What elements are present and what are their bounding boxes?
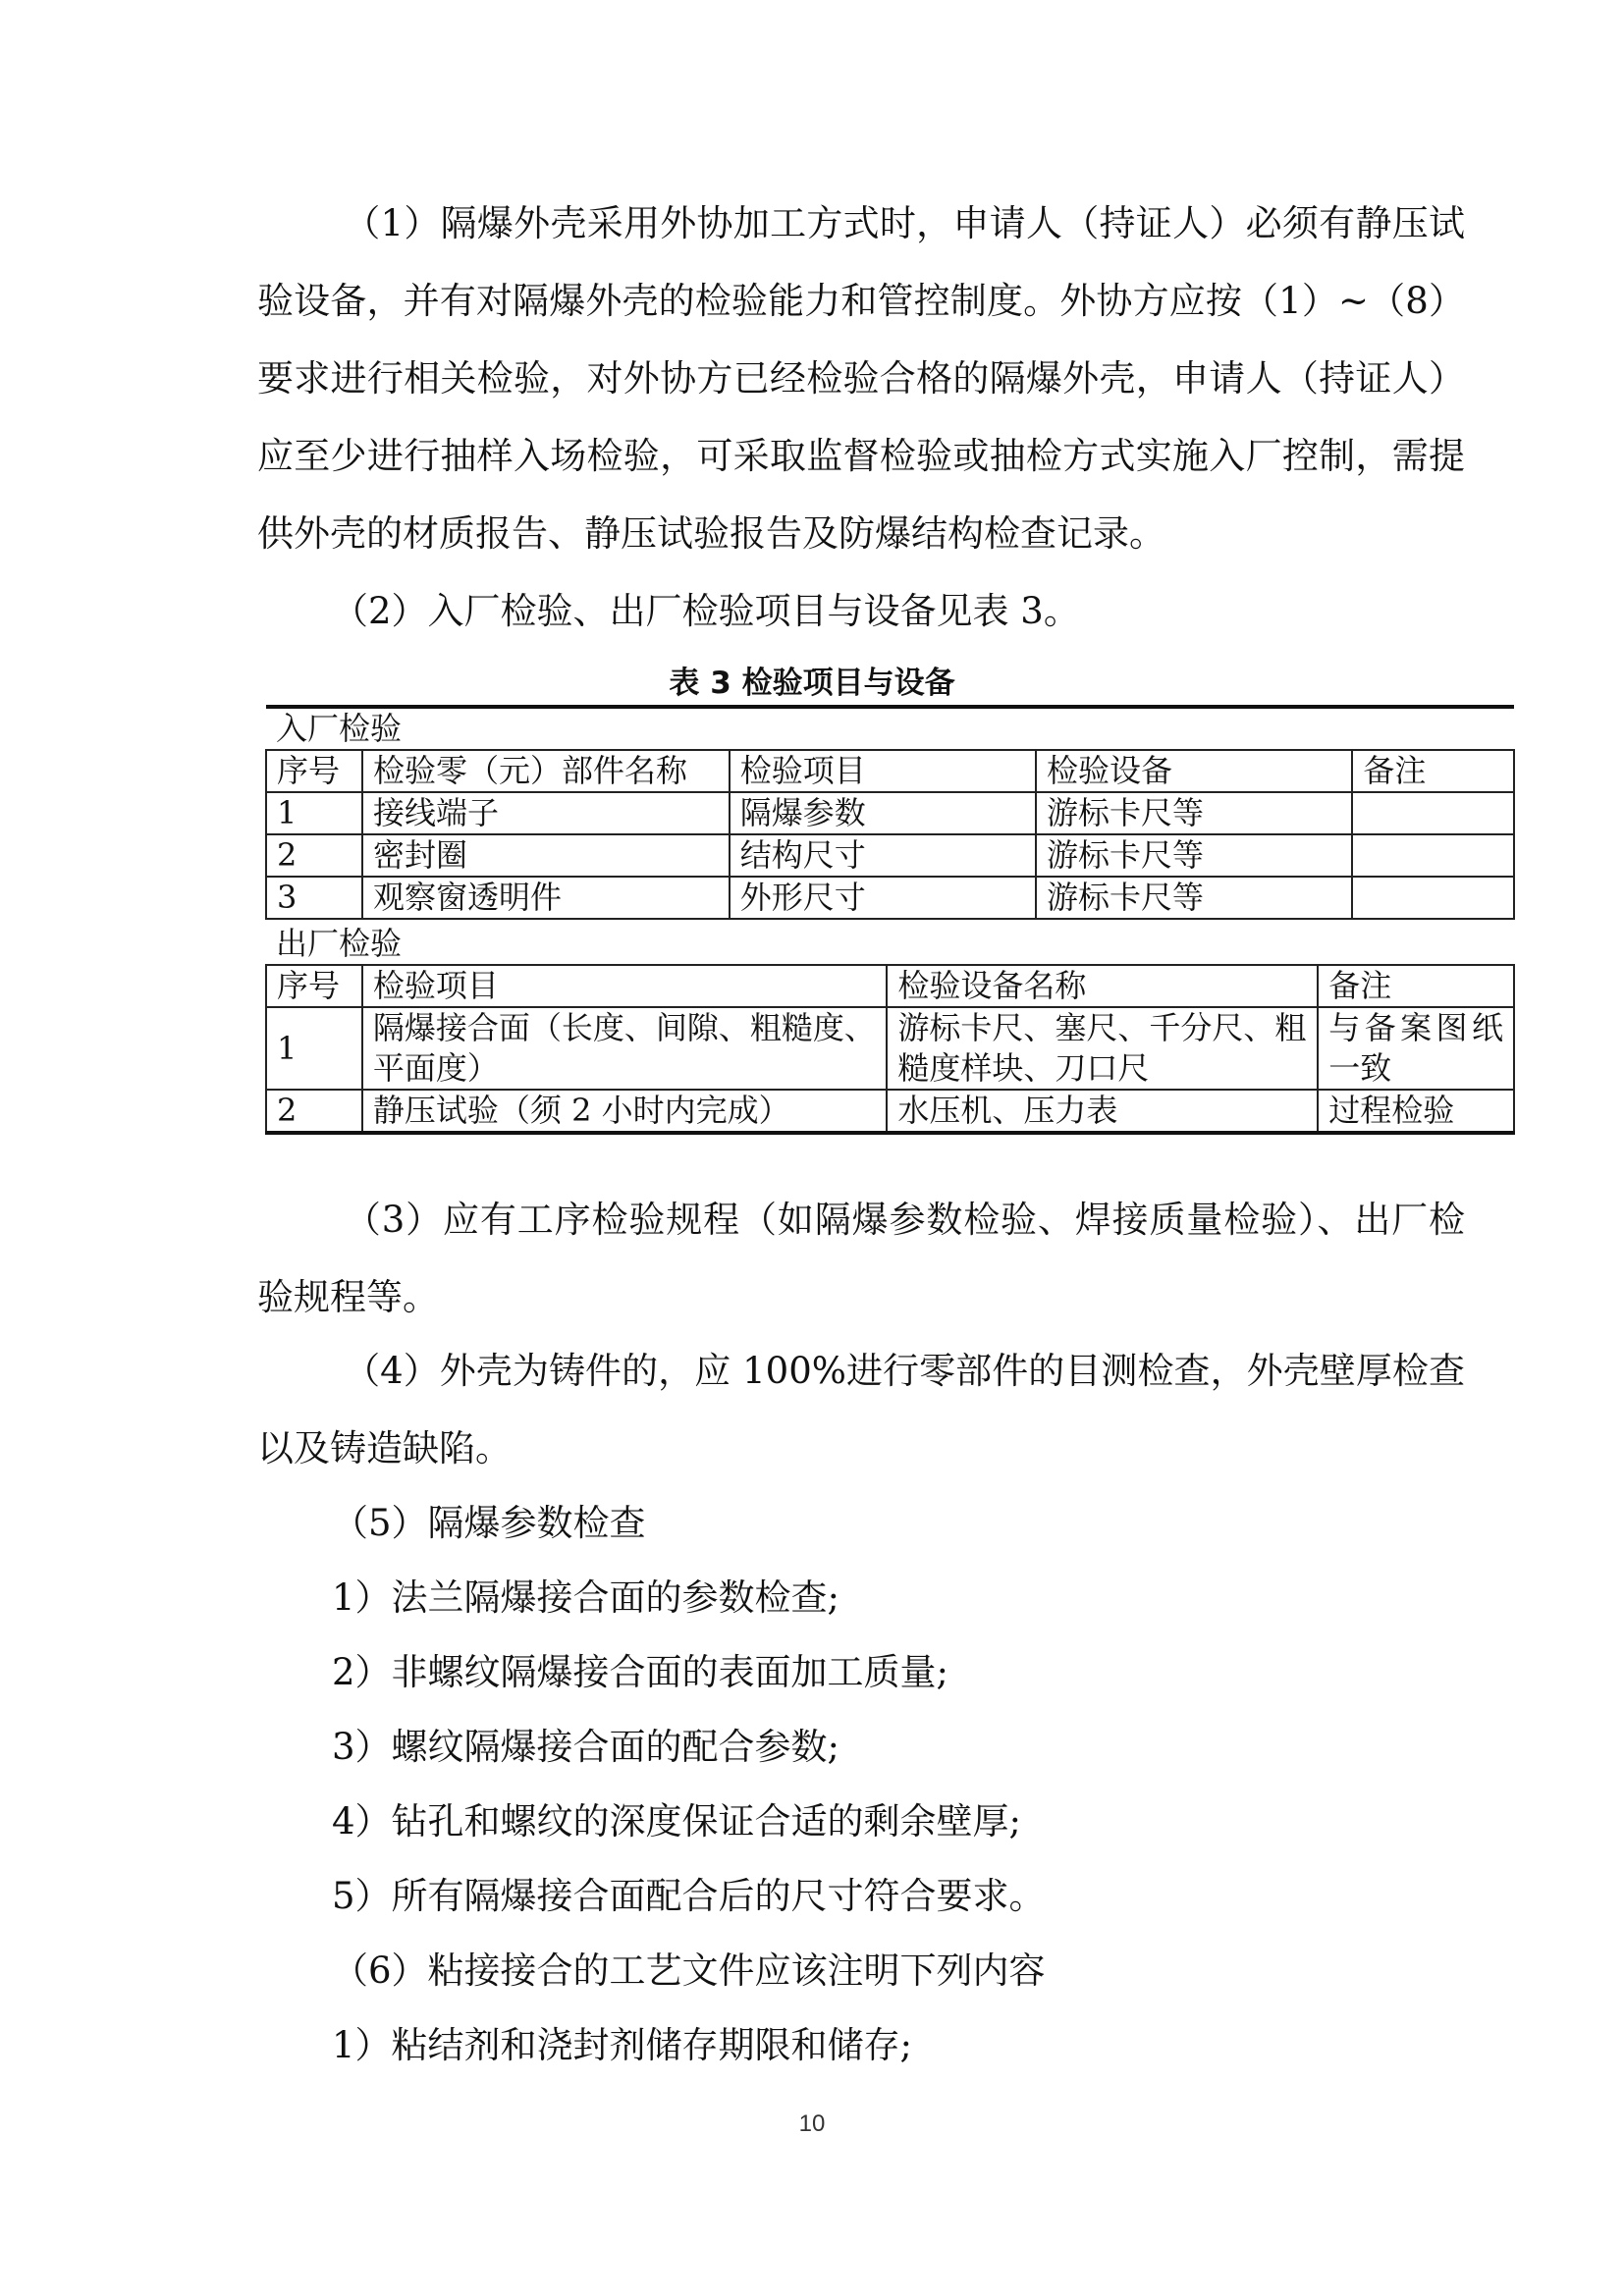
paragraph-1 (257, 185, 1465, 572)
table-cell: 游标卡尺、塞尺、千分尺、粗糙度样块、刀口尺 (887, 1007, 1318, 1090)
table-header-cell: 检验项目 (730, 750, 1036, 792)
list-item: 5）所有隔爆接合面配合后的尺寸符合要求。 (332, 1875, 1046, 1917)
page-number: 10 (798, 2110, 826, 2137)
paragraph-3-text: （3）应有工序检验规程（如隔爆参数检验、焊接质量检验）、出厂检验规程等。 (257, 1199, 1465, 1318)
table-cell: 2 (266, 1090, 362, 1133)
paragraph-4-text: （4）外壳为铸件的，应 100%进行零部件的目测检查，外壳壁厚检查以及铸造缺陷。 (257, 1350, 1465, 1469)
table-row (266, 792, 1514, 834)
table-section-title: 出厂检验 (266, 924, 1514, 965)
table-cell: 隔爆接合面（长度、间隙、粗糙度、平面度） (362, 1007, 887, 1090)
table-cell: 观察窗透明件 (362, 877, 730, 919)
table-header-cell: 检验设备名称 (887, 965, 1318, 1007)
paragraph-6: （6）粘接接合的工艺文件应该注明下列内容 (332, 1949, 1046, 1992)
table-cell: 游标卡尺等 (1036, 877, 1352, 919)
table-row (266, 1007, 1514, 1090)
table-row (266, 1090, 1514, 1133)
table-row (266, 877, 1514, 919)
list-item: 4）钻孔和螺纹的深度保证合适的剩余壁厚; (332, 1800, 1022, 1842)
table-cell: 接线端子 (362, 792, 730, 834)
table-cell: 2 (266, 834, 362, 877)
table-cell (1352, 877, 1514, 919)
table-cell: 3 (266, 877, 362, 919)
table-header-cell: 备注 (1318, 965, 1514, 1007)
table-header-cell: 检验项目 (362, 965, 887, 1007)
table-cell: 游标卡尺等 (1036, 792, 1352, 834)
table-header-cell: 序号 (266, 965, 362, 1007)
table-header-row (266, 965, 1514, 1007)
table-header-cell: 序号 (266, 750, 362, 792)
list-item: 2）非螺纹隔爆接合面的表面加工质量; (332, 1651, 949, 1693)
table-header-row (266, 750, 1514, 792)
table-cell: 与备案图纸一致 (1318, 1007, 1514, 1090)
paragraph-2: （2）入厂检验、出厂检验项目与设备见表 3。 (332, 590, 1080, 632)
paragraph-4 (257, 1332, 1465, 1487)
table-header-cell: 检验设备 (1036, 750, 1352, 792)
paragraph-1-text: （1）隔爆外壳采用外协加工方式时，申请人（持证人）必须有静压试验设备，并有对隔爆外壳的检验能力和管控制度。外协方应按（1）~（8）要求进行相关检验，对外协方已经检验合格的隔爆外壳，申请人（持证人）应至少进行抽样入场检验，可采取监督检验或抽检方式实施入厂控制，需提供外壳的材质报告、静压试验报告及防爆结构检查记录。 (257, 202, 1465, 555)
table-cell: 外形尺寸 (730, 877, 1036, 919)
list-item: 3）螺纹隔爆接合面的配合参数; (332, 1726, 840, 1768)
paragraph-5: （5）隔爆参数检查 (332, 1502, 646, 1544)
table-cell: 游标卡尺等 (1036, 834, 1352, 877)
table-cell: 过程检验 (1318, 1090, 1514, 1133)
table-cell (1352, 792, 1514, 834)
table-cell: 隔爆参数 (730, 792, 1036, 834)
incoming-inspection-table (265, 705, 1515, 920)
table-header-cell: 检验零（元）部件名称 (362, 750, 730, 792)
table-cell: 静压试验（须 2 小时内完成） (362, 1090, 887, 1133)
list-item: 1）法兰隔爆接合面的参数检查; (332, 1576, 840, 1619)
table-cell: 水压机、压力表 (887, 1090, 1318, 1133)
list-item: 1）粘结剂和浇封剂储存期限和储存; (332, 2024, 913, 2066)
paragraph-3 (257, 1181, 1465, 1336)
table-cell: 结构尺寸 (730, 834, 1036, 877)
table-cell: 1 (266, 792, 362, 834)
table-header-cell: 备注 (1352, 750, 1514, 792)
table-cell: 1 (266, 1007, 362, 1090)
table-caption: 表 3 检验项目与设备 (669, 666, 955, 701)
table-row (266, 834, 1514, 877)
table-section-title: 入厂检验 (266, 707, 1514, 750)
table-cell (1352, 834, 1514, 877)
outgoing-inspection-table (265, 924, 1515, 1135)
table-cell: 密封圈 (362, 834, 730, 877)
